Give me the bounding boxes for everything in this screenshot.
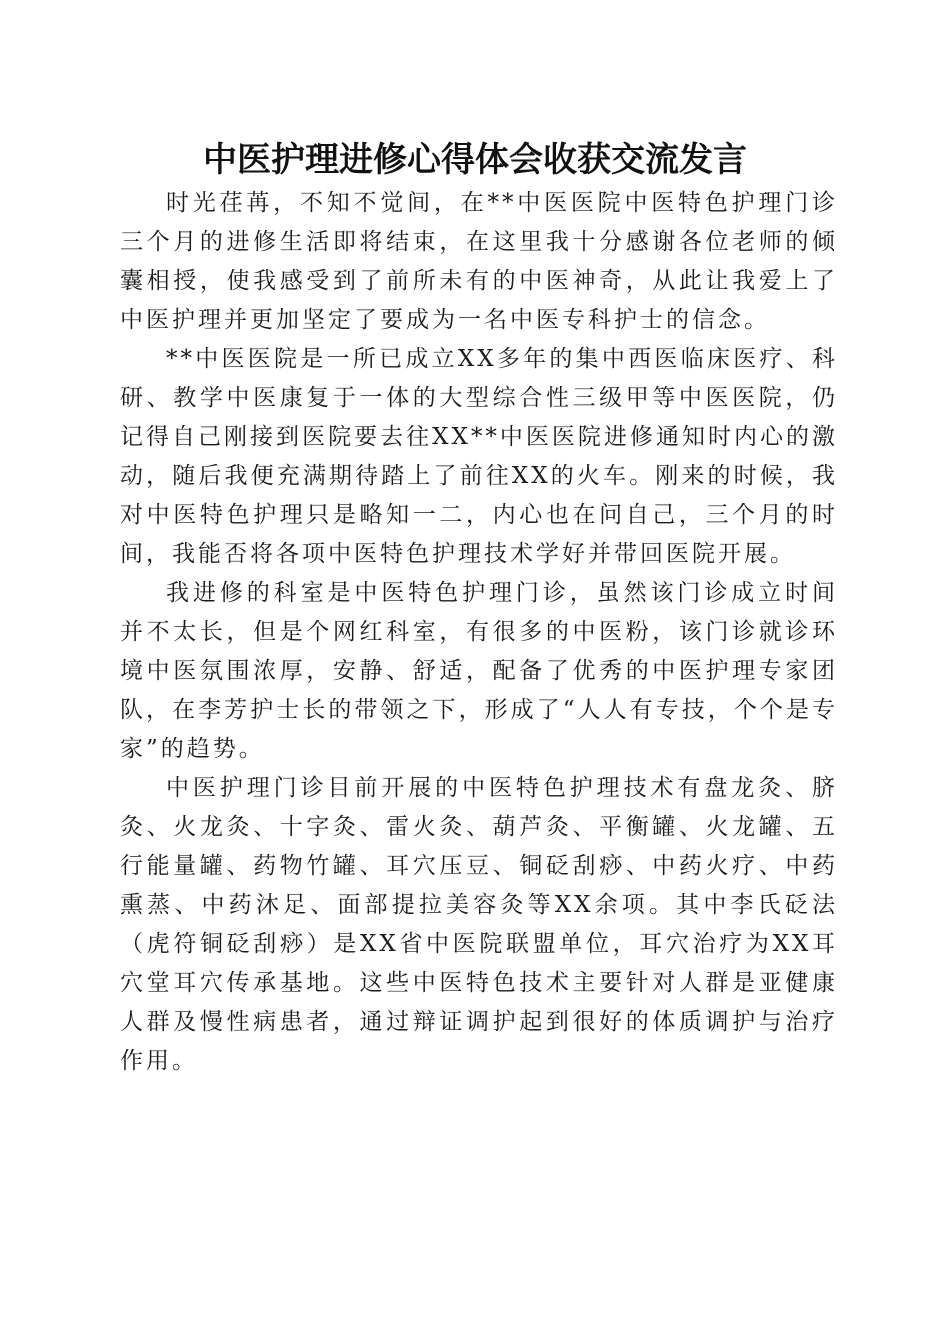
paragraph-1: 时光荏苒，不知不觉间，在**中医医院中医特色护理门诊三个月的进修生活即将结束，在这里我十分感谢各位老师的倾囊相授，使我感受到了前所未有的中医神奇，从此让我爱上了中医护理并更加坚定了要成为一名中医专科护士的信念。 <box>120 190 838 333</box>
paragraph-3: 我进修的科室是中医特色护理门诊，虽然该门诊成立时间并不太长，但是个网红科室，有很多的中医粉，该门诊就诊环境中医氛围浓厚，安静、舒适，配备了优秀的中医护理专家团队，在李芳护士长的带领之下，形成了“人人有专技，个个是专家”的趋势。 <box>120 580 838 762</box>
paragraph-2: **中医医院是一所已成立XX多年的集中西医临床医疗、科研、教学中医康复于一体的大型综合性三级甲等中医医院，仍记得自己刚接到医院要去往XX**中医医院进修通知时内心的激动，随后我便充满期待踏上了前往XX的火车。刚来的时候，我对中医特色护理只是略知一二，内心也在问自己，三个月的时间，我能否将各项中医特色护理技术学好并带回医院开展。 <box>120 346 838 567</box>
paragraph-4: 中医护理门诊目前开展的中医特色护理技术有盘龙灸、脐灸、火龙灸、十字灸、雷火灸、葫芦灸、平衡罐、火龙罐、五行能量罐、药物竹罐、耳穴压豆、铜砭刮痧、中药火疗、中药熏蒸、中药沐足、面部提拉美容灸等XX余项。其中李氏砭法（虎符铜砭刮痧）是XX省中医院联盟单位，耳穴治疗为XX耳穴堂耳穴传承基地。这些中医特色技术主要针对人群是亚健康人群及慢性病患者，通过辩证调护起到很好的体质调护与治疗作用。 <box>120 775 838 1074</box>
document-body <box>120 184 838 1081</box>
document-title: 中医护理进修心得体会收获交流发言 <box>203 140 747 180</box>
